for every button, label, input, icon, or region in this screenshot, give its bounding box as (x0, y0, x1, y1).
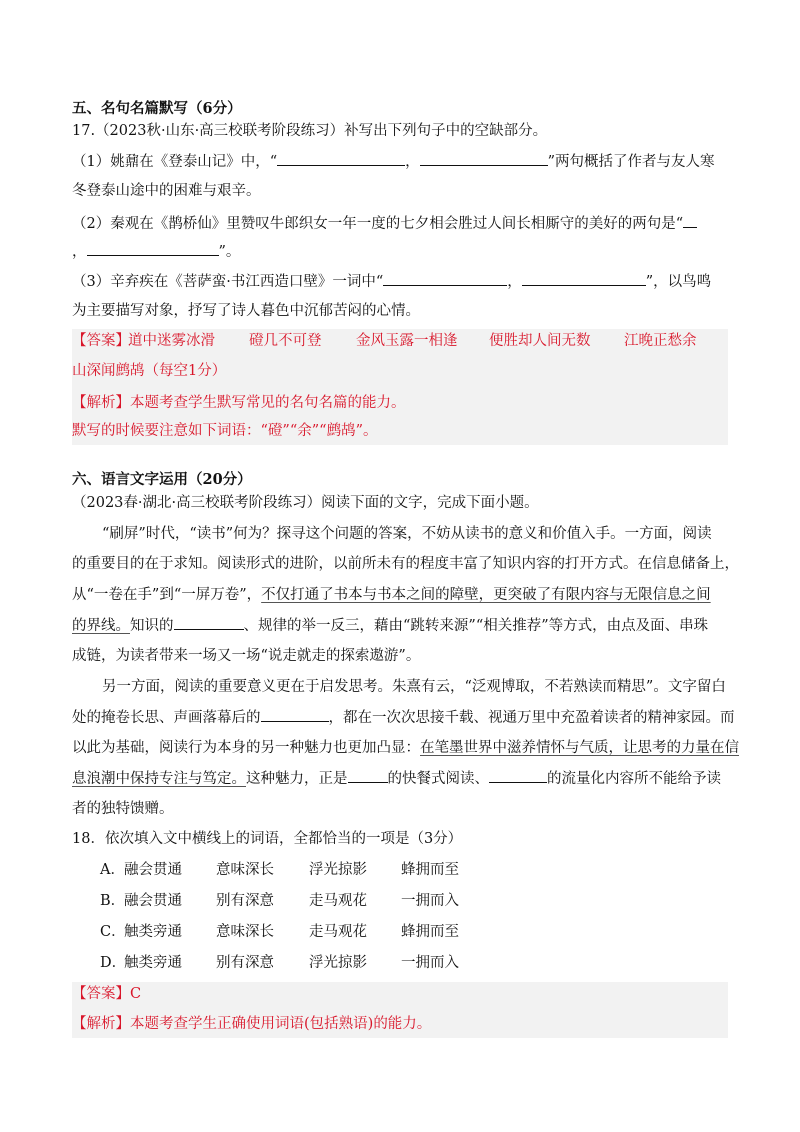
option-word-4: 一拥而入 (401, 893, 459, 909)
question-17-part-2-line-2 (72, 241, 240, 262)
passage-source: （2023春·湖北·高三校联考阶段练习）阅读下面的文字，完成下面小题。 (72, 495, 539, 511)
q17-p3-text-end: ”，以鸟鸣 (645, 274, 712, 290)
answer-blank[interactable] (522, 271, 646, 286)
option-word-4: 蜂拥而至 (401, 924, 459, 940)
option-word-1: 融会贯通 (124, 893, 182, 909)
question-17-part-1-line-2: 冬登泰山途中的困难与艰辛。 (72, 183, 261, 199)
option-word-2: 意味深长 (216, 924, 274, 940)
q17-p2-comma: ， (72, 244, 87, 260)
p2-l4-text: 这种魅力，正是 (246, 771, 348, 787)
q17-p2-text: （2）秦观在《鹊桥仙》里赞叹牛郎织女一年一度的七夕相会胜过人间长相厮守的美好的两句是“ (72, 216, 684, 232)
p2-l4-text-end: 的流量化内容所不能给予读 (547, 771, 721, 787)
q17-answer-5: 江晚正愁余 (624, 333, 697, 349)
fill-blank-4[interactable] (489, 768, 547, 783)
q17-answer-line-2: 山深闻鹧鸪（每空1分） (72, 363, 227, 379)
section-6-heading: 六、语言文字运用（20分） (72, 471, 252, 488)
q18-answer (72, 984, 141, 1004)
analysis-tag: 【解析】 (72, 1016, 130, 1032)
analysis-text: 本题考查学生默写常见的名句名篇的能力。 (130, 395, 406, 411)
p1-l3-text: 从“一卷在手”到“一屏万卷”， (72, 587, 262, 603)
q17-p3-text: （3）辛弃疾在《菩萨蛮·书江西造口壁》一词中“ (72, 274, 384, 290)
answer-blank[interactable] (420, 151, 548, 166)
passage-p2-line-5: 者的独特馈赠。 (72, 801, 174, 817)
q17-answer-2: 磴几不可登 (249, 333, 322, 349)
underlined-sentence: 不仅打通了书本与书本之间的障壁，更突破了有限内容与无限信息之间 (261, 587, 711, 603)
option-word-3: 浮光掠影 (309, 955, 367, 971)
p2-l2-text-end: ，都在一次次思接千载、视通万里中充盈着读者的精神家园。而 (328, 710, 735, 726)
option-word-2: 别有深意 (216, 955, 274, 971)
passage-p2-line-1: 另一方面，阅读的重要意义更在于启发思考。朱熹有云，“泛观博取，不若熟读而精思”。文字留白 (102, 679, 726, 695)
option-letter: B． (100, 893, 126, 909)
answer-tag: 【答案】 (72, 986, 130, 1002)
answer-tag: 【答案】 (72, 333, 130, 349)
q18-analysis (72, 1014, 431, 1034)
q17-answer-1: 道中迷雾冰滑 (128, 333, 215, 349)
q17-p1-comma: ， (405, 154, 420, 170)
option-word-2: 别有深意 (216, 893, 274, 909)
q17-answer-line-1 (72, 331, 130, 351)
option-letter: A． (100, 862, 125, 878)
q17-analysis-line-2: 默写的时候要注意如下词语：“磴”“余”“鹧鸪”。 (72, 423, 378, 439)
passage-p2-line-3 (72, 738, 739, 758)
analysis-tag: 【解析】 (72, 395, 130, 411)
p2-l4-text-mid: 的快餐式阅读、 (387, 771, 489, 787)
fill-blank-3[interactable] (348, 768, 388, 783)
option-letter: C． (100, 924, 126, 940)
answer-blank[interactable] (87, 241, 219, 256)
p2-l3-text: 以此为基础，阅读行为本身的另一种魅力也更加凸显： (72, 740, 420, 756)
underlined-sentence-end: 息浪潮中保持专注与笃定。 (72, 771, 246, 787)
question-18-stem: 18．依次填入文中横线上的词语，全都恰当的一项是（3分） (72, 831, 463, 847)
q17-p2-end: ”。 (218, 244, 241, 260)
answer-blank[interactable] (277, 151, 405, 166)
fill-blank-1[interactable] (174, 615, 244, 630)
q17-answer-3: 金风玉露一相逢 (356, 333, 458, 349)
p2-l2-text: 处的掩卷长思、声画落幕后的 (72, 710, 261, 726)
question-17-part-3-line-2: 为主要描写对象，抒写了诗人暮色中沉郁苦闷的心情。 (72, 303, 420, 319)
option-letter: D． (100, 955, 127, 971)
option-word-1: 触类旁通 (124, 955, 182, 971)
option-word-1: 融会贯通 (124, 862, 182, 878)
q17-p1-text-end: ”两句概括了作者与友人寒 (547, 154, 715, 170)
q17-analysis (72, 393, 406, 413)
passage-p1-line-1: “刷屏”时代，“读书”何为？探寻这个问题的答案，不妨从读书的意义和价值入手。一方面，阅读 (102, 526, 712, 542)
option-word-4: 一拥而入 (401, 955, 459, 971)
question-17-stem: 17.（2023秋·山东·高三校联考阶段练习）补写出下列句子中的空缺部分。 (72, 123, 548, 139)
option-word-2: 意味深长 (216, 862, 274, 878)
option-word-3: 走马观花 (309, 893, 367, 909)
analysis-text: 本题考查学生正确使用词语(包括熟语)的能力。 (130, 1016, 432, 1032)
option-word-4: 蜂拥而至 (401, 862, 459, 878)
answer-value: C (130, 986, 142, 1002)
passage-p1-line-5: 成链，为读者带来一场又一场“说走就走的探索遨游”。 (72, 648, 421, 664)
underlined-sentence-end: 的界线。 (72, 618, 130, 634)
passage-p1-line-3 (72, 585, 711, 605)
question-17-part-2-line-1 (72, 213, 697, 234)
p1-l4-text: 知识的 (130, 618, 174, 634)
passage-p2-line-4 (72, 768, 721, 789)
q17-p1-text: （1）姚鼐在《登泰山记》中，“ (72, 154, 278, 170)
q17-p3-comma: ， (507, 274, 522, 290)
question-17-part-1-line-1 (72, 151, 715, 172)
passage-p2-line-2 (72, 707, 735, 728)
fill-blank-2[interactable] (261, 707, 329, 722)
option-word-3: 浮光掠影 (309, 862, 367, 878)
option-word-3: 走马观花 (309, 924, 367, 940)
passage-p1-line-4 (72, 615, 708, 636)
q17-answer-4: 便胜却人间无数 (489, 333, 591, 349)
answer-blank[interactable] (383, 271, 507, 286)
underlined-sentence: 在笔墨世界中滋养情怀与气质，让思考的力量在信 (420, 740, 739, 756)
answer-blank[interactable] (683, 213, 697, 228)
p1-l4-text-end: 、规律的举一反三，藉由“跳转来源”“相关推荐”等方式，由点及面、串珠 (243, 618, 709, 634)
section-5-heading: 五、名句名篇默写（6分） (72, 100, 242, 117)
option-word-1: 触类旁通 (124, 924, 182, 940)
question-17-part-3-line-1 (72, 271, 711, 292)
passage-p1-line-2: 的重要目的在于求知。阅读形式的进阶，以前所未有的程度丰富了知识内容的打开方式。在信息储备上， (72, 556, 739, 572)
